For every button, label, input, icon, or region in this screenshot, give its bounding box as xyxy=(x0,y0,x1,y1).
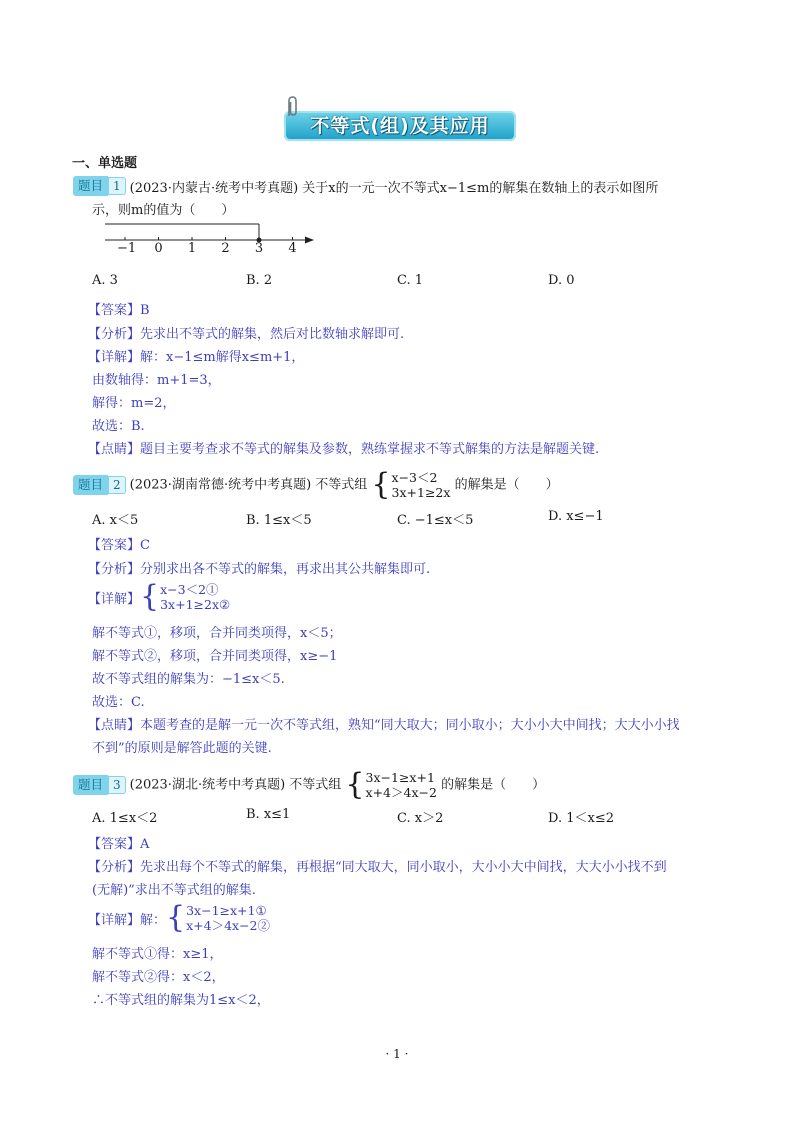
inequality-system xyxy=(345,767,437,802)
comment: 【点睛】题目主要考查求不等式的解集及参数，熟练掌握求不等式解集的方法是解题关键. xyxy=(88,442,600,457)
question-tag: 题目 xyxy=(73,775,108,795)
option-a[interactable]: A. x＜5 xyxy=(92,513,139,528)
number-line-tick-label: 1 xyxy=(187,241,197,256)
title-banner xyxy=(284,107,516,143)
question-2-header xyxy=(73,467,559,502)
detail-line: 解不等式②，移项，合并同类项得，x≥−1 xyxy=(92,649,338,664)
answer: 【答案】B xyxy=(88,303,150,318)
inequality-system xyxy=(140,579,231,614)
inequality-system xyxy=(371,467,451,502)
answer: 【答案】A xyxy=(88,837,150,852)
stem-before: (2023·湖北·统考中考真题) 不等式组 xyxy=(129,777,342,793)
system-line: x+4＞4x−2② xyxy=(186,918,271,933)
question-stem xyxy=(129,467,559,502)
system-line: x−3＜2① xyxy=(160,582,219,597)
number-line-tick-label: 3 xyxy=(254,241,264,256)
number-line-tick-label: 4 xyxy=(288,241,297,256)
detail-system-row xyxy=(88,900,271,935)
option-b[interactable]: B. x≤1 xyxy=(246,807,291,822)
system-line: x+4＞4x−2 xyxy=(365,785,437,800)
inequality-system xyxy=(166,900,271,935)
question-stem xyxy=(129,767,546,802)
detail-line: 解不等式①，移项，合并同类项得，x＜5； xyxy=(92,626,342,641)
question-number: 1 xyxy=(108,177,126,195)
question-1-header xyxy=(73,176,658,196)
number-line-labels xyxy=(100,241,320,259)
analysis: 【分析】先求出不等式的解集，然后对比数轴求解即可. xyxy=(88,327,405,342)
system-line: x−3＜2 xyxy=(391,470,438,485)
detail-line: 解得：m=2， xyxy=(92,396,176,411)
system-line: 3x+1≥2x② xyxy=(160,597,231,612)
detail-line: 故选：C. xyxy=(92,695,145,710)
comment-cont: 不到”的原则是解答此题的关键. xyxy=(92,741,272,756)
detail-line: ∴不等式组的解集为1≤x＜2， xyxy=(92,993,270,1008)
question-stem-cont: 示，则m的值为（ ） xyxy=(92,203,235,218)
option-b[interactable]: B. 2 xyxy=(246,273,273,288)
detail-system-row xyxy=(88,579,231,614)
question-number: 2 xyxy=(108,476,126,494)
option-a[interactable]: A. 3 xyxy=(92,273,118,288)
option-d[interactable]: D. 1＜x≤2 xyxy=(548,811,614,826)
question-tag: 题目 xyxy=(73,176,108,196)
comment: 【点睛】本题考查的是解一元一次不等式组，熟知“同大取大；同小取小；大小小大中间找；大大小小找 xyxy=(88,718,680,733)
question-stem: (2023·内蒙古·统考中考真题) 关于x的一元一次不等式x−1≤m的解集在数轴上的表示如图所 xyxy=(129,180,659,196)
option-c[interactable]: C. x＞2 xyxy=(397,811,444,826)
question-3-header xyxy=(73,767,546,802)
system-line: 3x+1≥2x xyxy=(391,485,451,500)
stem-before: (2023·湖南常德·统考中考真题) 不等式组 xyxy=(129,477,368,493)
section-heading: 一、单选题 xyxy=(72,156,138,171)
system-line: 3x−1≥x+1① xyxy=(186,903,267,918)
brace-icon: { xyxy=(371,467,391,502)
system-line: 3x−1≥x+1 xyxy=(365,770,435,785)
option-c[interactable]: C. 1 xyxy=(397,273,424,288)
detail-line: 故选：B. xyxy=(92,419,145,434)
detail-line: 【详解】解：x−1≤m解得x≤m+1， xyxy=(88,350,305,365)
stem-after: 的解集是（ ） xyxy=(441,777,546,793)
answer: 【答案】C xyxy=(88,538,150,553)
analysis-cont: (无解)”求出不等式组的解集. xyxy=(92,883,256,898)
stem-after: 的解集是（ ） xyxy=(454,477,559,493)
detail-line: 解不等式①得：x≥1， xyxy=(92,947,223,962)
paperclip-icon xyxy=(284,96,300,118)
number-line-tick-label: −1 xyxy=(117,241,137,256)
brace-icon: { xyxy=(345,767,365,802)
brace-icon: { xyxy=(140,579,160,614)
question-tag: 题目 xyxy=(73,475,108,495)
option-b[interactable]: B. 1≤x＜5 xyxy=(246,513,312,528)
option-d[interactable]: D. 0 xyxy=(548,273,575,288)
option-a[interactable]: A. 1≤x＜2 xyxy=(92,811,158,826)
detail-line: 解不等式②得：x＜2， xyxy=(92,970,225,985)
detail-line: 由数轴得：m+1=3， xyxy=(92,373,221,388)
brace-icon: { xyxy=(166,900,186,935)
analysis: 【分析】先求出每个不等式的解集，再根据“同大取大，同小取小，大小小大中间找，大大小小找不到 xyxy=(88,860,667,875)
analysis: 【分析】分别求出各不等式的解集，再求出其公共解集即可. xyxy=(88,562,431,577)
number-line-tick-label: 2 xyxy=(221,241,230,256)
detail-label: 【详解】解： xyxy=(88,912,167,928)
option-d[interactable]: D. x≤−1 xyxy=(548,509,604,524)
number-line-tick-label: 0 xyxy=(154,241,163,256)
page-number: · 1 · xyxy=(385,1047,409,1061)
detail-line: 故不等式组的解集为：−1≤x＜5. xyxy=(92,672,285,687)
option-c[interactable]: C. −1≤x＜5 xyxy=(397,513,474,528)
question-number: 3 xyxy=(108,776,126,794)
detail-label: 【详解】 xyxy=(88,591,141,607)
page-title: 不等式(组)及其应用 xyxy=(310,115,490,137)
